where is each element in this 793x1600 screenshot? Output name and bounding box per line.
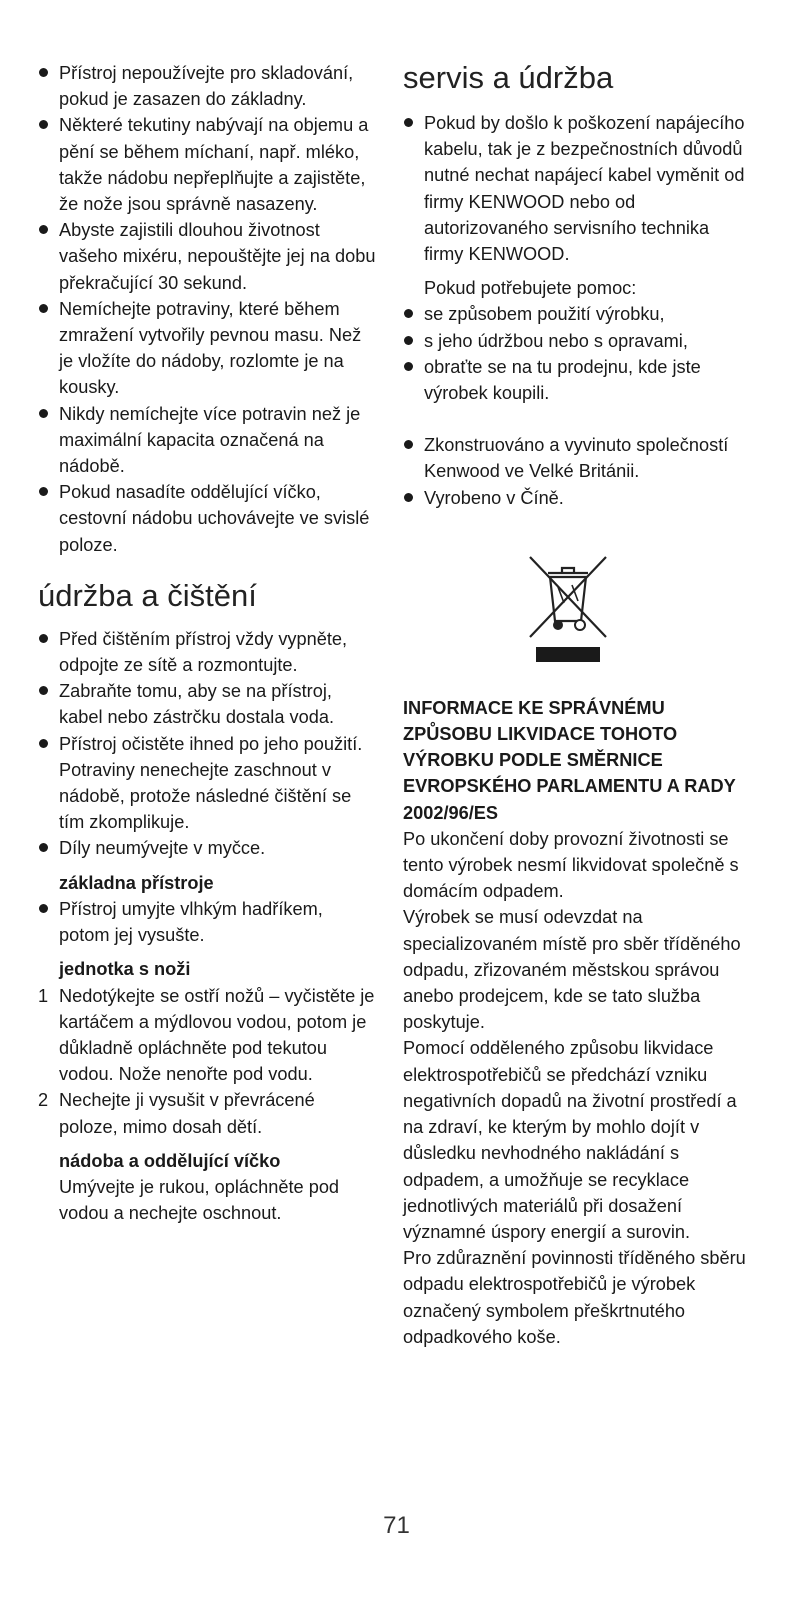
step-number: 1 — [38, 985, 49, 1006]
step-item — [38, 983, 378, 1088]
page-number: 71 — [383, 1512, 410, 1539]
list-item: obraťte se na tu prodejnu, kde jste výrobek koupili. — [403, 354, 753, 406]
list-item: Zabraňte tomu, aby se na přístroj, kabel nebo zástrčku dostala voda. — [38, 678, 378, 730]
list-item: s jeho údržbou nebo s opravami, — [403, 328, 753, 354]
care-heading: údržba a čištění — [38, 577, 257, 613]
list-item: Přístroj nepoužívejte pro skladování, pokud je zasazen do základny. — [38, 60, 378, 112]
weee-paragraph: Pro zdůraznění povinnosti tříděného sběru odpadu elektrospotřebičů je výrobek označený symbolem přeškrtnutého odpadkového koše. — [403, 1248, 746, 1347]
base-list — [38, 896, 378, 948]
jar-subheading: nádoba a oddělující víčko — [59, 1150, 281, 1171]
list-item: Přístroj očistěte ihned po jeho použití. Potraviny nenechejte zaschnout v nádobě, protože následné čištění se tím zkomplikuje. — [38, 731, 378, 836]
step-text: Nechejte ji vysušit v převrácené poloze, mimo dosah dětí. — [59, 1090, 315, 1137]
list-item: Přístroj umyjte vlhkým hadříkem, potom jej vysušte. — [38, 896, 378, 948]
list-item: Pokud nasadíte oddělující víčko, cestovní nádobu uchovávejte ve svislé poloze. — [38, 479, 378, 558]
blade-subheading: jednotka s noži — [59, 959, 191, 980]
service-list — [403, 110, 753, 267]
step-text: Nedotýkejte se ostří nožů – vyčistěte je kartáčem a mýdlovou vodou, potom je důkladně opláchněte pod tekutou vodou. Nože nenořte pod vodu. — [59, 985, 375, 1085]
list-item: Vyrobeno v Číně. — [403, 485, 753, 511]
crossed-out-wheelie-bin-icon — [528, 551, 608, 663]
weee-paragraph: Po ukončení doby provozní životnosti se tento výrobek nesmí likvidovat společně s domácím odpadem. — [403, 828, 739, 902]
help-list — [403, 301, 753, 406]
list-item: Nikdy nemíchejte více potravin než je maximální kapacita označená na nádobě. — [38, 401, 378, 480]
blade-steps — [38, 983, 378, 1140]
list-item: Díly neumývejte v myčce. — [38, 835, 378, 861]
list-item: Zkonstruováno a vyvinuto společností Kenwood ve Velké Británii. — [403, 432, 753, 484]
weee-heading: INFORMACE KE SPRÁVNÉMU ZPŮSOBU LIKVIDACE TOHOTO VÝROBKU PODLE SMĚRNICE EVROPSKÉHO PARLAMENTU A RADY 2002/96/ES — [403, 697, 736, 823]
list-item: Abyste zajistili dlouhou životnost vašeho mixéru, nepouštějte jej na dobu překračující 30 sekund. — [38, 217, 378, 296]
list-item: Nemíchejte potraviny, které během zmražení vytvořily pevnou masu. Než je vložíte do nádoby, rozlomte je na kousky. — [38, 296, 378, 401]
right-column — [403, 60, 753, 1350]
list-item: Před čištěním přístroj vždy vypněte, odpojte ze sítě a rozmontujte. — [38, 626, 378, 678]
step-item — [38, 1087, 378, 1139]
jar-text: Umývejte je rukou, opláchněte pod vodou a nechejte oschnout. — [59, 1176, 340, 1224]
list-item: Pokud by došlo k poškození napájecího kabelu, tak je z bezpečnostních důvodů nutné nechat napájecí kabel vyměnit od firmy KENWOOD nebo od autorizovaného servisního technika firmy KENWOOD. — [403, 110, 753, 267]
origin-list — [403, 432, 753, 511]
base-subheading: základna přístroje — [59, 872, 214, 893]
list-item: se způsobem použití výrobku, — [403, 301, 753, 327]
safety-list — [38, 60, 378, 558]
left-column — [38, 60, 378, 1226]
weee-paragraph: Výrobek se musí odevzdat na specializovaném místě pro sběr tříděného odpadu, zřizovaném městskou správou anebo prodejcem, kde se tato služba poskytuje. — [403, 907, 741, 1033]
care-list — [38, 626, 378, 862]
service-heading: servis a údržba — [403, 60, 614, 95]
help-intro: Pokud potřebujete pomoc: — [424, 278, 637, 299]
weee-paragraph: Pomocí odděleného způsobu likvidace elektrospotřebičů se předchází vzniku negativních dopadů na životní prostředí a na zdraví, ke kterým by mohlo dojít v důsledku nevhodného nakládání s odpadem, a umožňuje se recyklace jednotlivých materiálů při dosažení významné úspory energií a surovin. — [403, 1038, 737, 1242]
step-number: 2 — [38, 1090, 49, 1111]
list-item: Některé tekutiny nabývají na objemu a pění se během míchaní, např. mléko, takže nádobu nepřeplňujte a zajistěte, že nože jsou správně nasazeny. — [38, 112, 378, 217]
